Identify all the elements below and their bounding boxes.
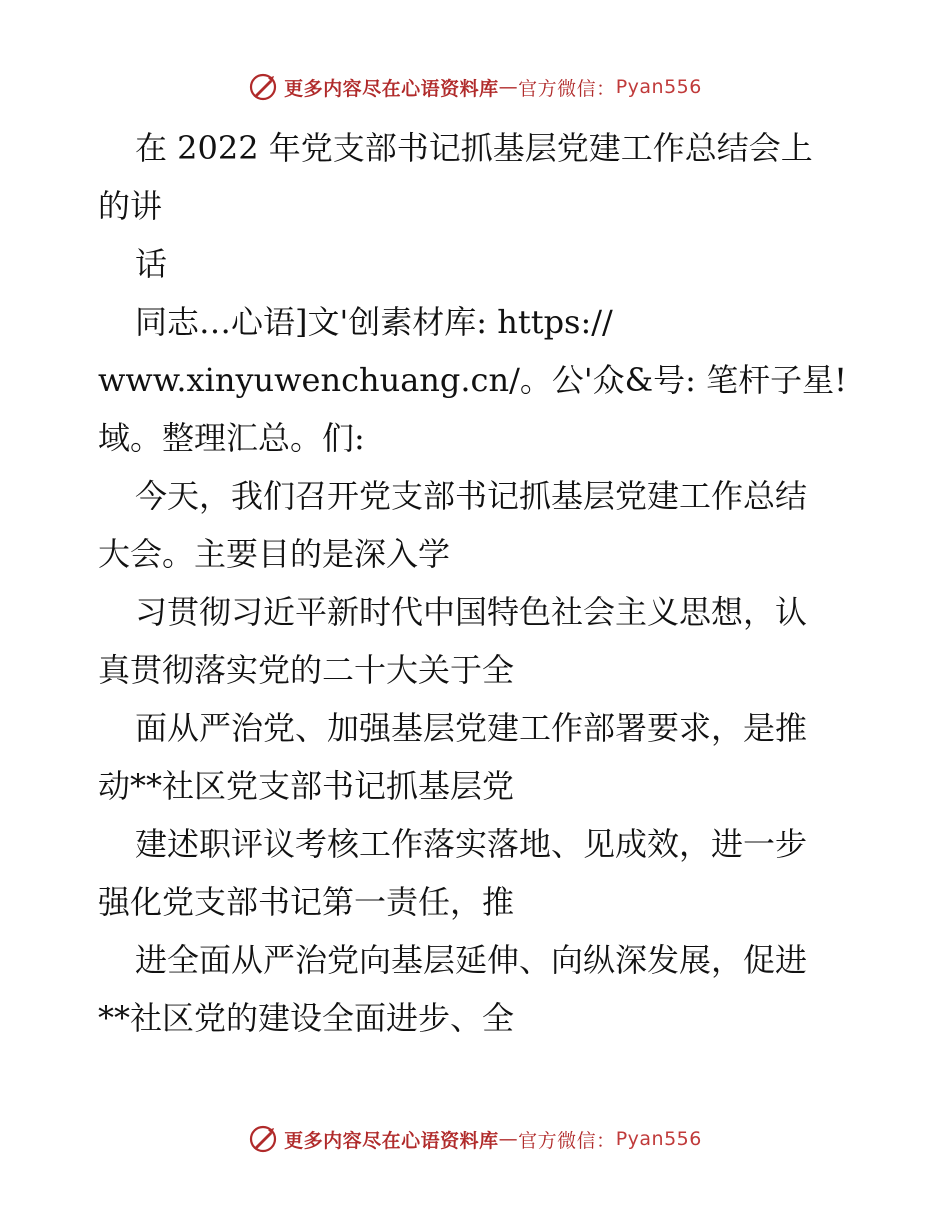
document-body	[98, 122, 858, 1050]
quill-logo-icon	[248, 1124, 278, 1154]
banner-wechat-id: Pyan556	[615, 76, 702, 98]
paragraph-line: 动**社区党支部书记抓基层党	[98, 767, 515, 805]
paragraph-line: 大会。主要目的是深入学	[98, 535, 451, 573]
paragraph-line: www.xinyuwenchuang.cn/。公'众&号: 笔杆子星!	[98, 361, 847, 399]
paragraph-line: 域。整理汇总。们:	[98, 419, 365, 457]
banner-official-label: 官方微信：	[518, 77, 616, 100]
paragraph-line: 强化党支部书记第一责任，推	[98, 883, 515, 921]
header-banner	[0, 72, 950, 102]
footer-banner	[0, 1124, 950, 1154]
paragraph-line: 同志…心语]文'创素材库: https://	[135, 303, 613, 341]
paragraph-line: 真贯彻落实党的二十大关于全	[98, 651, 515, 689]
banner-official-label: 官方微信：	[518, 1129, 616, 1152]
paragraph-line: 今天，我们召开党支部书记抓基层党建工作总结	[135, 477, 808, 515]
title-line-3: 话	[135, 245, 168, 283]
paragraph-line: 面从严治党、加强基层党建工作部署要求，是推	[135, 709, 808, 747]
paragraph-line: 进全面从严治党向基层延伸、向纵深发展，促进	[135, 941, 808, 979]
banner-main-text: 更多内容尽在心语资料库	[284, 1129, 499, 1152]
paragraph-line: 建述职评议考核工作落实落地、见成效，进一步	[135, 825, 808, 863]
title-line-2: 的讲	[98, 187, 163, 225]
paragraph-line: **社区党的建设全面进步、全	[98, 999, 515, 1037]
banner-separator: —	[498, 76, 519, 98]
banner-main-text: 更多内容尽在心语资料库	[284, 77, 499, 100]
quill-logo-icon	[248, 72, 278, 102]
paragraph-line: 习贯彻习近平新时代中国特色社会主义思想，认	[135, 593, 808, 631]
banner-separator: —	[498, 1128, 519, 1150]
banner-wechat-id: Pyan556	[615, 1128, 702, 1150]
title-line-1: 在 2022 年党支部书记抓基层党建工作总结会上	[135, 129, 813, 167]
